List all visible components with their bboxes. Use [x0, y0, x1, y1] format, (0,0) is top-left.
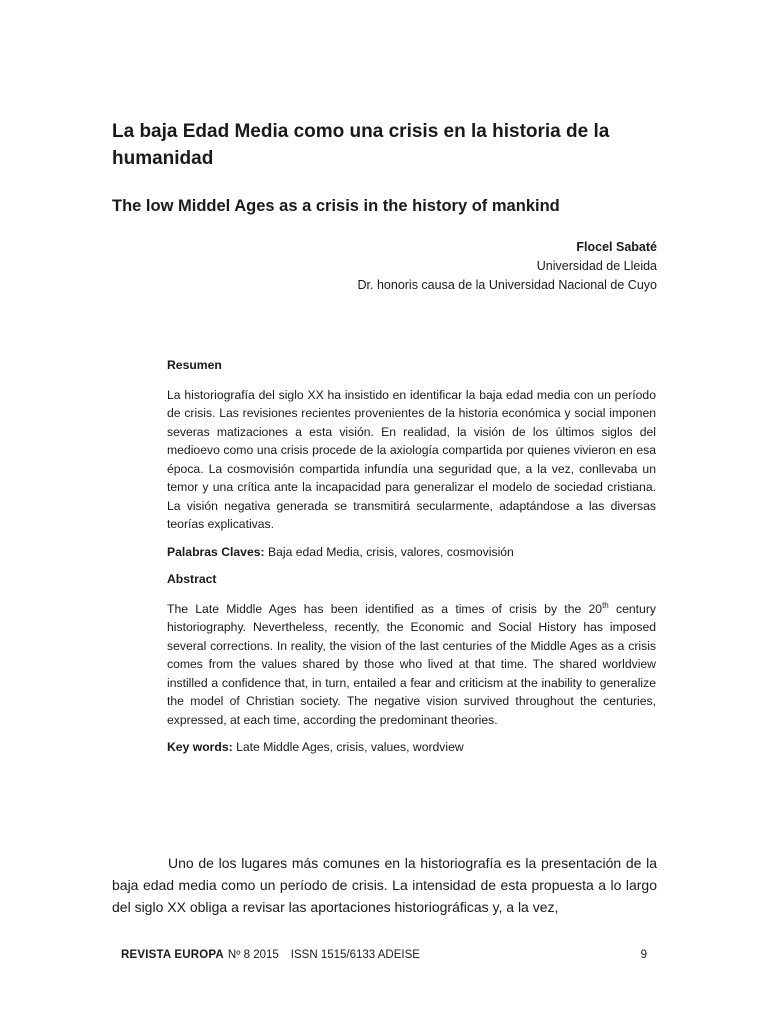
- abstract-text: [167, 600, 656, 730]
- abstract-text-part-1: The Late Middle Ages has been identified as a times of crisis by the 20: [167, 601, 603, 616]
- abstract-keywords-value: Late Middle Ages, crisis, values, wordview: [236, 740, 464, 754]
- resumen-text: La historiografía del siglo XX ha insistido en identificar la baja edad media con un período de crisis. Las revisiones recientes provenientes de la historia económica y social imponen severas matizaciones a esta visión. En realidad, la visión de los últimos siglos del medioevo como una crisis procede de la axiología compartida por quienes vivieron en esa época. La cosmovisión compartida infundía una seguridad que, a la vez, conllevaba un temor y una crítica ante la incapacidad para generalizar el modelo de sociedad cristiana. La visión negativa generada se transmitirá secularmente, adaptándose a las diversas teorías explicativas.: [167, 387, 656, 531]
- resumen-heading: Resumen: [167, 358, 222, 372]
- body-paragraph: Uno de los lugares más comunes en la historiografía es la presentación de la baja edad media como un período de crisis. La intensidad de esta propuesta a lo largo del siglo XX obliga a revisar las aportaciones historiográficas y, a la vez,: [112, 855, 657, 915]
- page-number: 9: [640, 949, 647, 961]
- abstract-heading: Abstract: [167, 572, 217, 586]
- footer-issue: Nº 8 2015: [227, 949, 279, 961]
- author-honorary-title: Dr. honoris causa de la Universidad Nacional de Cuyo: [357, 278, 657, 292]
- abstract-superscript: th: [602, 600, 609, 610]
- footer-citation: [121, 947, 420, 963]
- article-title-spanish: La baja Edad Media como una crisis en la historia de la humanidad: [112, 121, 610, 169]
- abstract-keywords-label: Key words:: [167, 740, 233, 754]
- resumen-keywords: [167, 543, 656, 562]
- author-affiliation: Universidad de Lleida: [536, 259, 657, 273]
- article-title-english: The low Middel Ages as a crisis in the history of mankind: [112, 197, 560, 215]
- resumen-keywords-label: Palabras Claves:: [167, 544, 265, 559]
- abstract-block: [167, 356, 656, 757]
- footer-journal-name: REVISTA EUROPA: [121, 949, 224, 961]
- author-name: Flocel Sabaté: [576, 240, 657, 254]
- author-block: [207, 238, 657, 295]
- abstract-keywords: [167, 738, 656, 757]
- abstract-text-part-2: century historiography. Nevertheless, recently, the Economic and Social History has imposed several corrections. In reality, the vision of the last centuries of the Middle Ages as a crisis comes from the values shared by those who lived at that time. The shared worldview instilled a confidence that, in turn, entailed a fear and criticism at the inability to generalize the model of Christian society. The negative vision survived throughout the centuries, expressed, at each time, according the predominant theories.: [167, 601, 656, 727]
- footer-issn: ISSN 1515/6133 ADEISE: [290, 949, 420, 961]
- resumen-keywords-value: Baja edad Media, crisis, valores, cosmovisión: [267, 544, 514, 559]
